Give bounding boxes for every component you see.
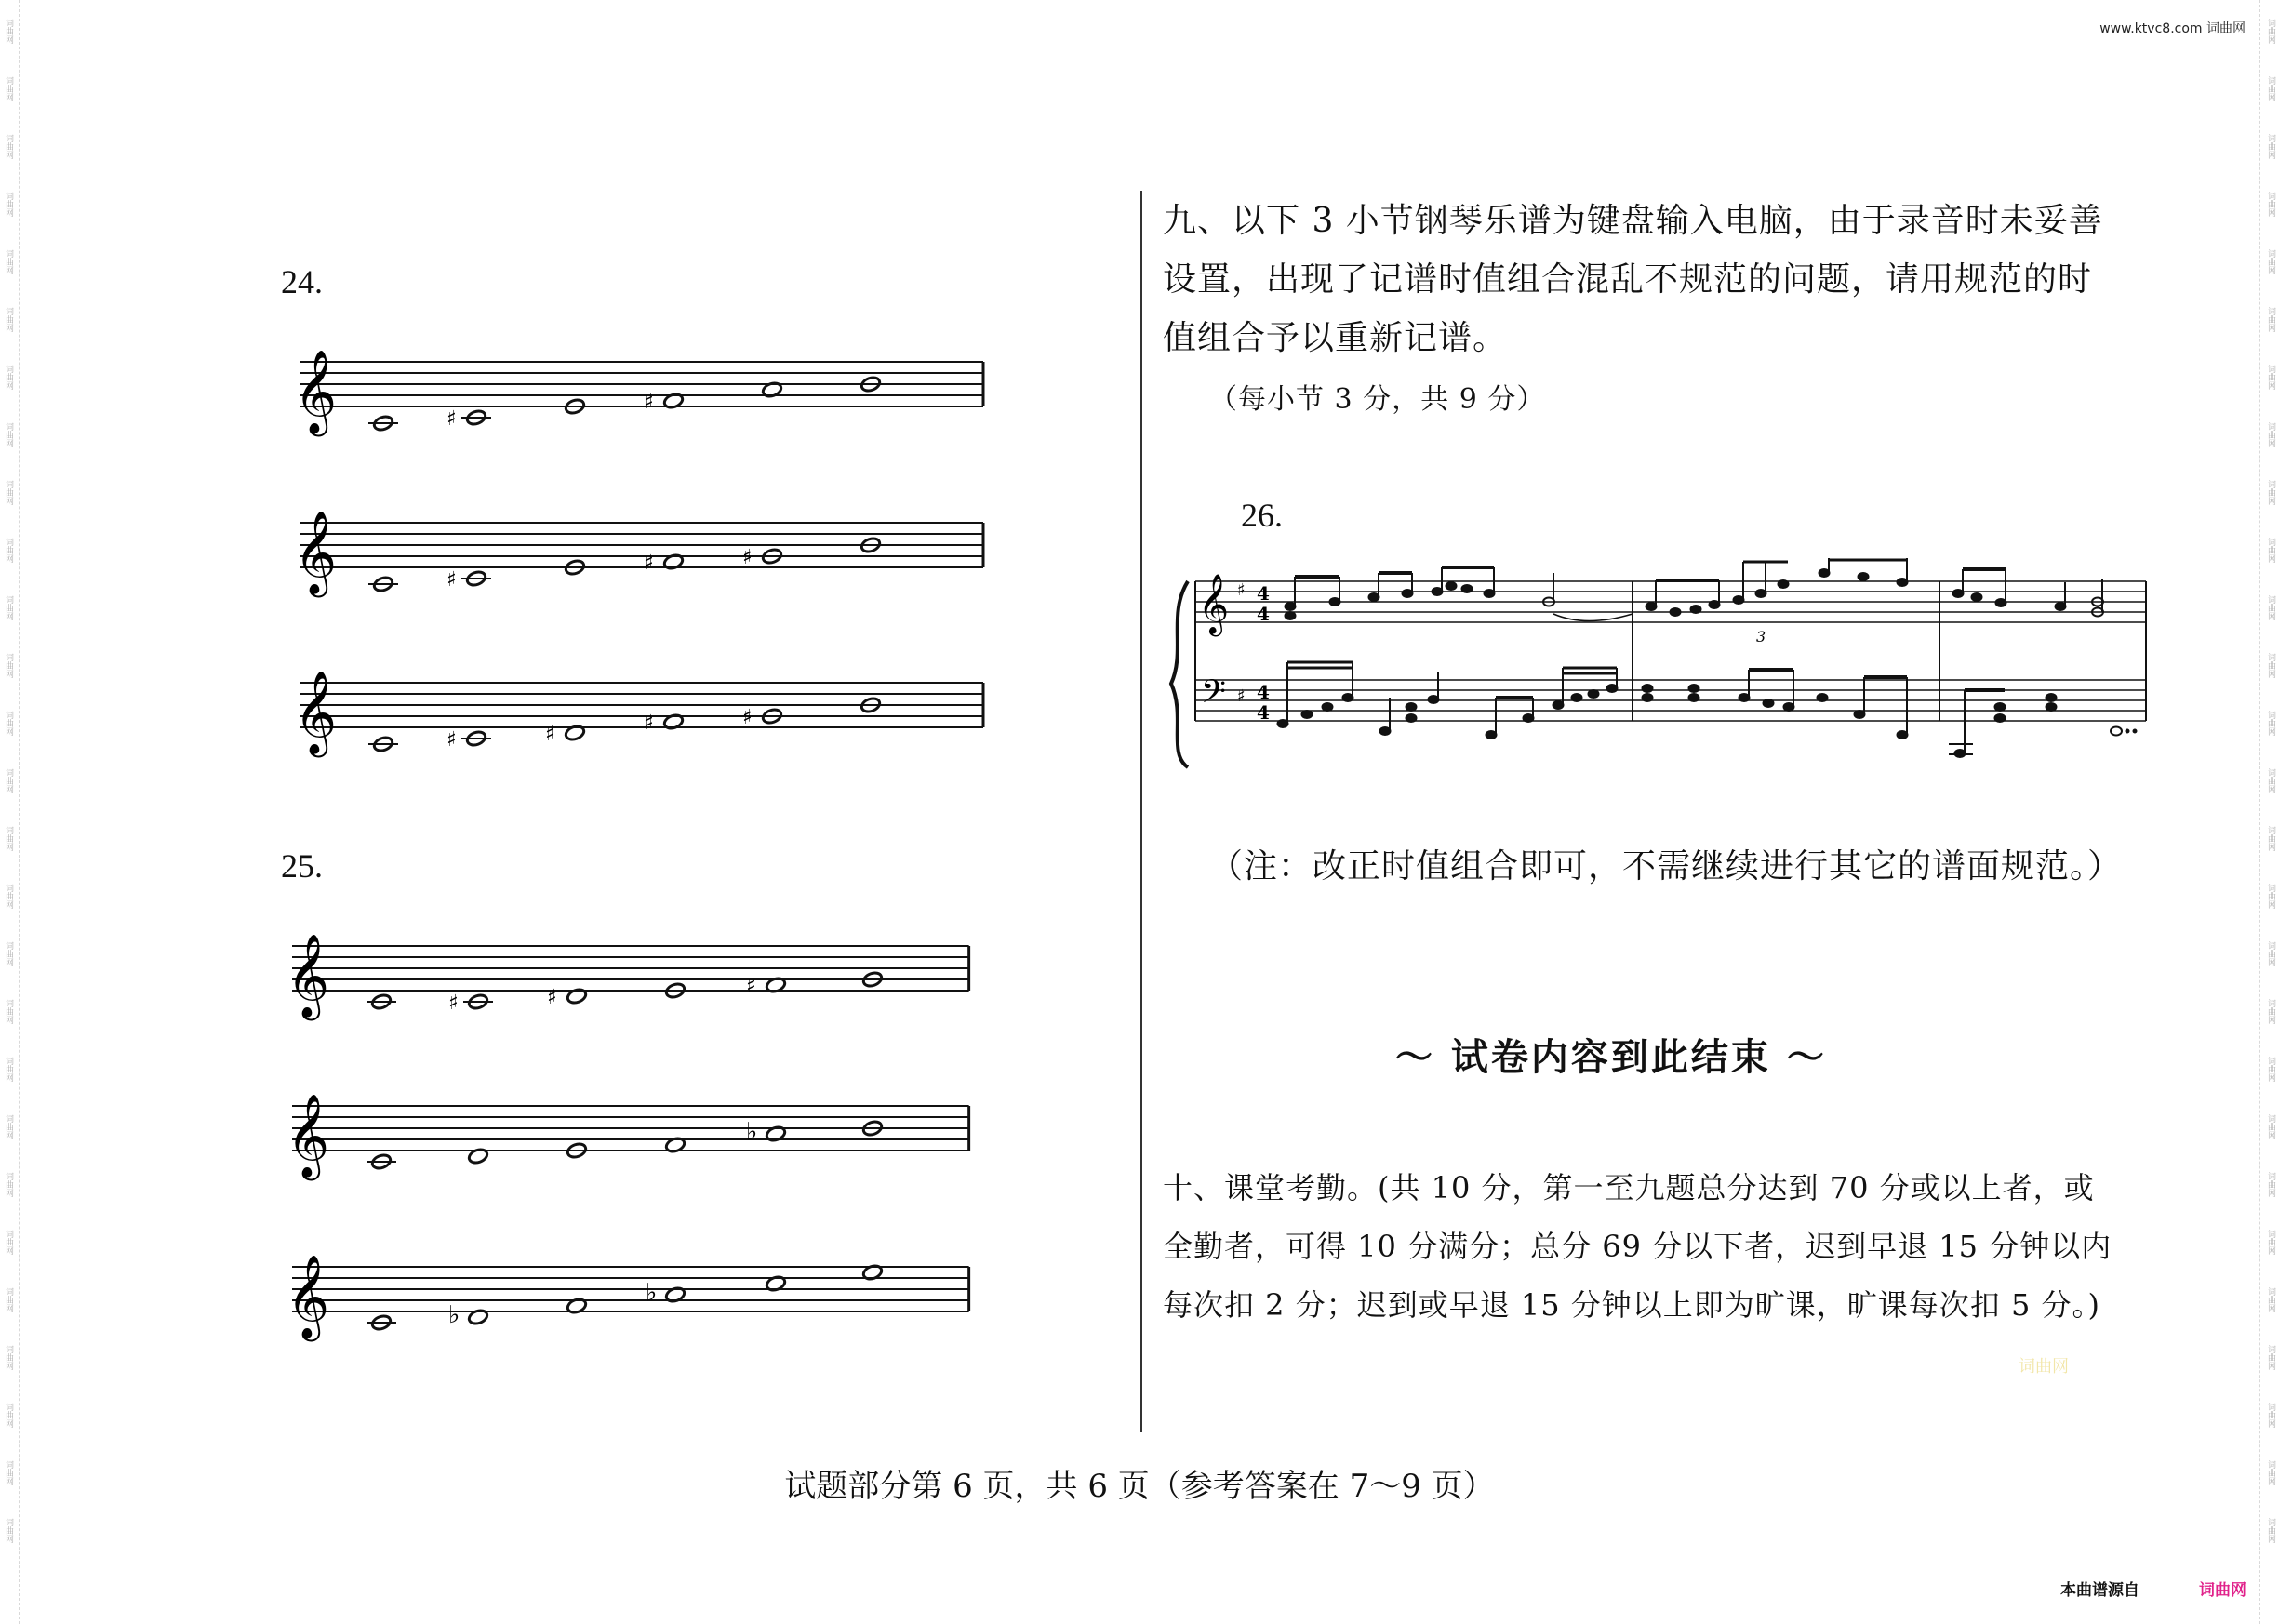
left-margin-label: 词曲网 [4,1345,13,1370]
left-margin-label: 词曲网 [4,480,13,505]
column-divider [1140,191,1142,1432]
svg-text:𝄞: 𝄞 [294,350,338,433]
question-9-text: 九、以下 3 小节钢琴乐谱为键盘输入电脑，由于录音时未妥善设置，出现了记谱时值组合混乱不规范的问题，请用规范的时值组合予以重新记谱。 [1163,202,2103,357]
triplet-mark: 3 [1756,628,1766,646]
left-margin-label: 词曲网 [4,19,13,44]
staff-25-2 [287,1094,969,1181]
right-margin-label: 词曲网 [2266,422,2275,447]
left-margin-label: 词曲网 [4,422,13,447]
right-margin-label: 词曲网 [2266,595,2275,620]
right-margin-label: 词曲网 [2266,653,2275,678]
svg-text:𝄞: 𝄞 [287,934,330,1018]
svg-text:♯: ♯ [644,391,654,414]
svg-text:𝄢: 𝄢 [1201,672,1227,718]
left-margin-label: 词曲网 [4,307,13,332]
right-margin-label: 词曲网 [2266,884,2275,909]
left-margin-label: 词曲网 [4,1057,13,1082]
svg-text:♯: ♯ [545,723,555,746]
svg-text:𝄞: 𝄞 [294,671,338,754]
right-margin-label: 词曲网 [2266,768,2275,793]
svg-text:♯: ♯ [742,546,753,569]
svg-text:4: 4 [1257,681,1270,703]
left-margin-label: 词曲网 [4,76,13,101]
svg-text:4: 4 [1257,701,1270,724]
svg-text:♯: ♯ [446,568,457,592]
right-margin-label: 词曲网 [2266,1230,2275,1255]
question-9-score: （每小节 3 分，共 9 分） [1209,383,1546,416]
right-margin-label: 词曲网 [2266,538,2275,563]
left-margin-label: 词曲网 [4,134,13,159]
left-margin-label: 词曲网 [4,249,13,274]
svg-text:♯: ♯ [742,706,753,729]
right-margin-label: 词曲网 [2266,249,2275,274]
left-margin-label: 词曲网 [4,826,13,851]
right-margin-label: 词曲网 [2266,307,2275,332]
left-margin-label: 词曲网 [4,711,13,736]
question-24-number: 24. [281,263,323,300]
site-header: www.ktvc8.com 词曲网 [2099,21,2246,36]
right-margin-label: 词曲网 [2266,711,2275,736]
left-margin-label: 词曲网 [4,1172,13,1197]
svg-text:𝄞: 𝄞 [1198,574,1230,634]
right-margin-label: 词曲网 [2266,941,2275,966]
right-margin-label: 词曲网 [2266,480,2275,505]
left-margin-label: 词曲网 [4,768,13,793]
left-margin-label: 词曲网 [4,192,13,217]
end-title: ～ 试卷内容到此结束 ～ [1395,1036,1827,1079]
staff-24-1 [294,350,983,437]
svg-text:♯: ♯ [547,986,557,1009]
left-margin-label: 词曲网 [4,884,13,909]
bottom-site-link[interactable]: 词曲网 [2199,1581,2246,1600]
right-margin-label: 词曲网 [2266,365,2275,390]
svg-text:4: 4 [1257,603,1270,625]
staff-24-2 [294,511,983,598]
right-margin-label: 词曲网 [2266,134,2275,159]
right-margin-label: 词曲网 [2266,1172,2275,1197]
svg-text:♭: ♭ [746,1118,758,1146]
right-margin-label: 词曲网 [2266,1518,2275,1543]
right-margin-label: 词曲网 [2266,76,2275,101]
question-10-text: 十、课堂考勤。(共 10 分，第一至九题总分达到 70 分或以上者，或全勤者，可得 10 分满分；总分 69 分以下者，迟到早退 15 分钟以内每次扣 2 分；迟到或早退 15 分钟以上即为旷课，旷课每次扣 5 分。) [1163,1170,2112,1323]
svg-text:4: 4 [1257,582,1270,605]
right-margin-strip [2259,0,2279,1624]
svg-text:𝄞: 𝄞 [287,1094,330,1178]
right-margin-label: 词曲网 [2266,1057,2275,1082]
question-26-number: 26. [1241,497,1283,534]
svg-text:♭: ♭ [448,1301,460,1329]
right-margin-label: 词曲网 [2266,1345,2275,1370]
svg-text:♯: ♯ [1237,686,1246,706]
svg-text:𝄞: 𝄞 [287,1255,330,1338]
left-margin-label: 词曲网 [4,1230,13,1255]
svg-text:♯: ♯ [746,975,756,998]
svg-text:♯: ♯ [446,728,457,752]
svg-text:𝄞: 𝄞 [294,511,338,594]
right-margin-label: 词曲网 [2266,1114,2275,1139]
watermark: 词曲网 [2019,1357,2069,1377]
left-margin-label: 词曲网 [4,1518,13,1543]
svg-text:♭: ♭ [646,1279,658,1307]
left-margin-label: 词曲网 [4,1114,13,1139]
right-margin-label: 词曲网 [2266,999,2275,1024]
svg-text:♯: ♯ [644,552,654,575]
right-margin-label: 词曲网 [2266,1460,2275,1485]
right-margin-label: 词曲网 [2266,192,2275,217]
svg-text:♯: ♯ [1237,580,1246,600]
staff-24-3 [294,671,983,758]
left-margin-label: 词曲网 [4,1460,13,1485]
left-margin-strip [0,0,20,1624]
left-margin-label: 词曲网 [4,538,13,563]
right-margin-label: 词曲网 [2266,1403,2275,1428]
right-margin-label: 词曲网 [2266,826,2275,851]
left-margin-label: 词曲网 [4,999,13,1024]
svg-text:♯: ♯ [446,407,457,431]
left-margin-label: 词曲网 [4,653,13,678]
question-25-number: 25. [281,847,323,885]
staff-25-1 [287,934,969,1021]
bottom-source-label: 本曲谱源自 [2060,1581,2139,1600]
left-margin-label: 词曲网 [4,1287,13,1312]
piano-grand-staff [1167,558,2153,772]
note-text: （注：改正时值组合即可，不需继续进行其它的谱面规范。） [1209,847,2123,885]
left-margin-label: 词曲网 [4,941,13,966]
svg-text:♯: ♯ [644,712,654,735]
svg-text:♯: ♯ [448,992,459,1015]
left-margin-label: 词曲网 [4,365,13,390]
left-margin-label: 词曲网 [4,595,13,620]
right-margin-label: 词曲网 [2266,19,2275,44]
left-staves [279,326,986,1349]
staff-25-3 [287,1255,969,1342]
page-footer: 试题部分第 6 页，共 6 页（参考答案在 7～9 页） [784,1468,1495,1505]
right-margin-label: 词曲网 [2266,1287,2275,1312]
left-margin-label: 词曲网 [4,1403,13,1428]
